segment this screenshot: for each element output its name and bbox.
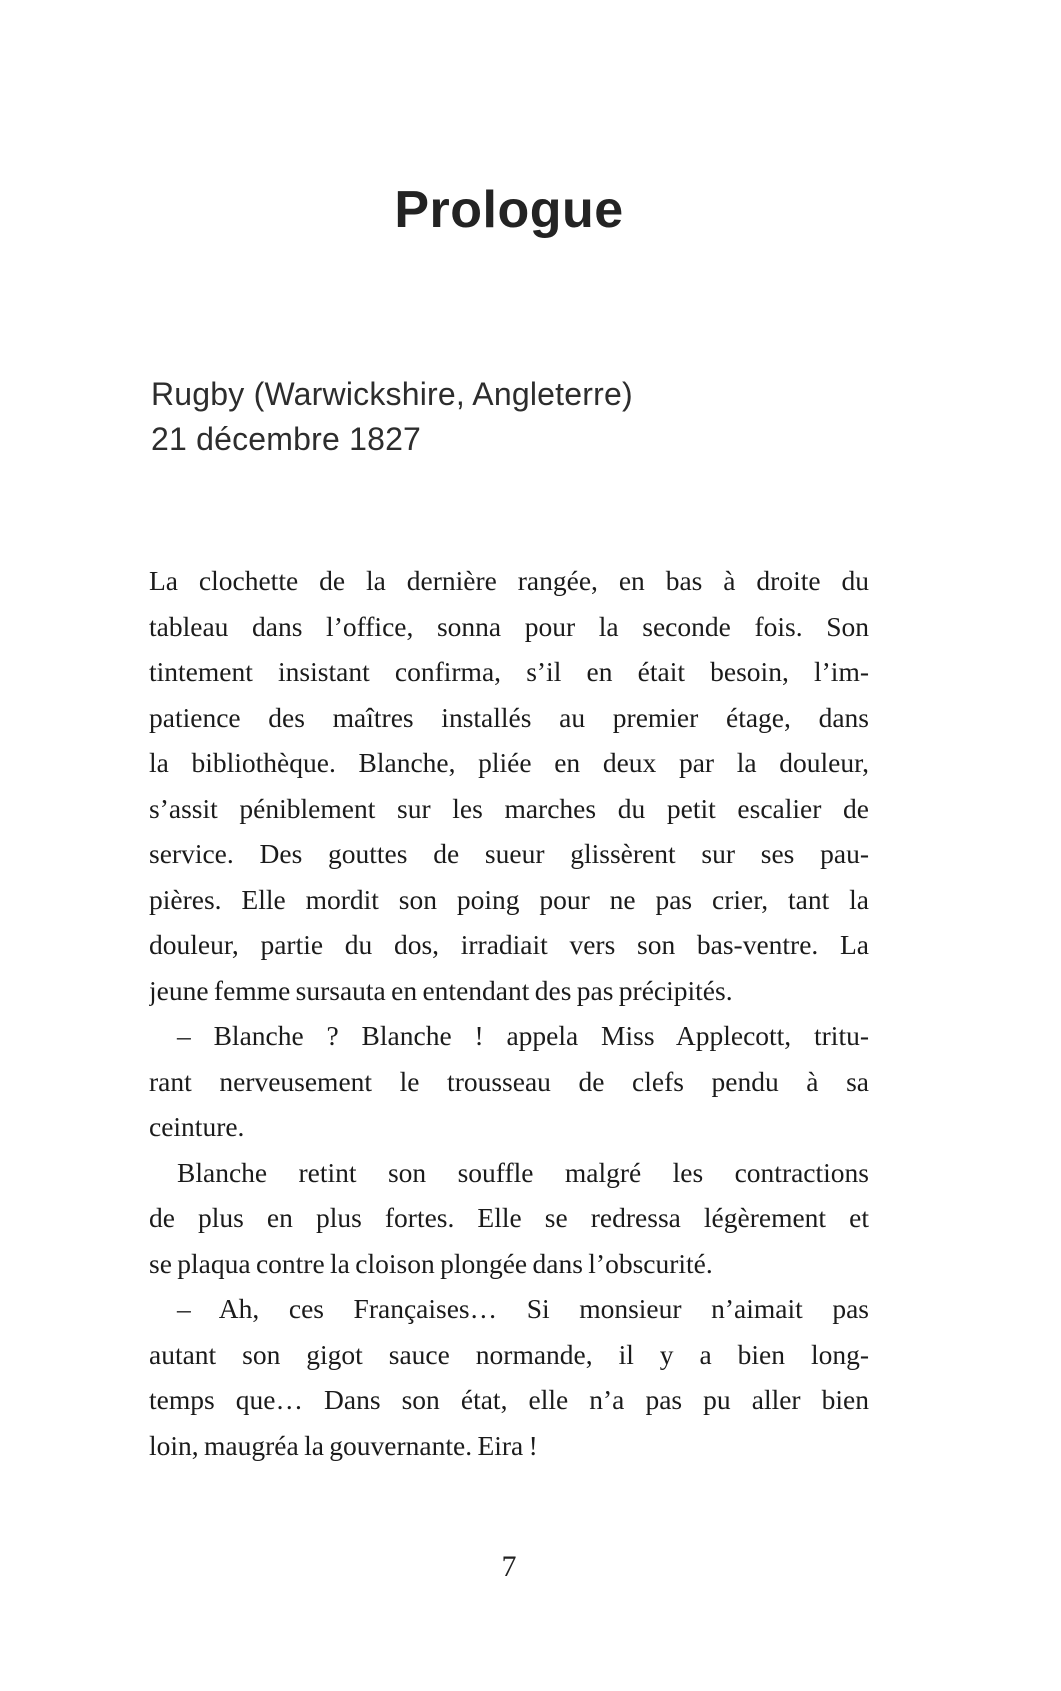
text-line: douleur, partie du dos, irradiait vers son bas-ventre. La: [149, 929, 869, 960]
text-line: ceinture.: [149, 1111, 245, 1142]
dateline-date: 21 décembre 1827: [151, 421, 422, 457]
text-line: – Ah, ces Françaises… Si monsieur n’aimait pas: [177, 1293, 869, 1324]
text-line: – Blanche ? Blanche ! appela Miss Applecott, tritu-: [177, 1020, 869, 1051]
text-line: service. Des gouttes de sueur glissèrent sur ses pau-: [149, 838, 869, 869]
text-line: jeune femme sursauta en entendant des pas précipités.: [149, 974, 733, 1006]
text-line: Blanche retint son souffle malgré les contractions: [177, 1156, 869, 1188]
text-line: se plaqua contre la cloison plongée dans l’obscurité.: [149, 1247, 713, 1279]
text-line: temps que… Dans son état, elle n’a pas pu aller bien: [149, 1384, 869, 1415]
text-line: La clochette de la dernière rangée, en bas à droite du: [149, 565, 869, 596]
chapter-title: Prologue: [394, 181, 624, 239]
body-text: [149, 558, 869, 1468]
page-number: 7: [501, 1550, 517, 1583]
text-line: de plus en plus fortes. Elle se redressa légèrement et: [149, 1202, 869, 1233]
text-line: la bibliothèque. Blanche, pliée en deux par la douleur,: [149, 747, 869, 778]
dateline: [151, 372, 633, 462]
text-line: rant nerveusement le trousseau de clefs pendu à sa: [149, 1065, 869, 1097]
text-line: autant son gigot sauce normande, il y a bien long-: [149, 1338, 869, 1370]
text-line: tintement insistant confirma, s’il en était besoin, l’im-: [149, 656, 869, 687]
text-line: tableau dans l’office, sonna pour la seconde fois. Son: [149, 610, 869, 642]
text-line: s’assit péniblement sur les marches du petit escalier de: [149, 792, 869, 824]
dateline-location: Rugby (Warwickshire, Angleterre): [151, 376, 633, 412]
text-line: pières. Elle mordit son poing pour ne pas crier, tant la: [149, 883, 869, 915]
text-line: loin, maugréa la gouvernante. Eira !: [149, 1429, 538, 1461]
text-line: patience des maîtres installés au premier étage, dans: [149, 701, 869, 733]
